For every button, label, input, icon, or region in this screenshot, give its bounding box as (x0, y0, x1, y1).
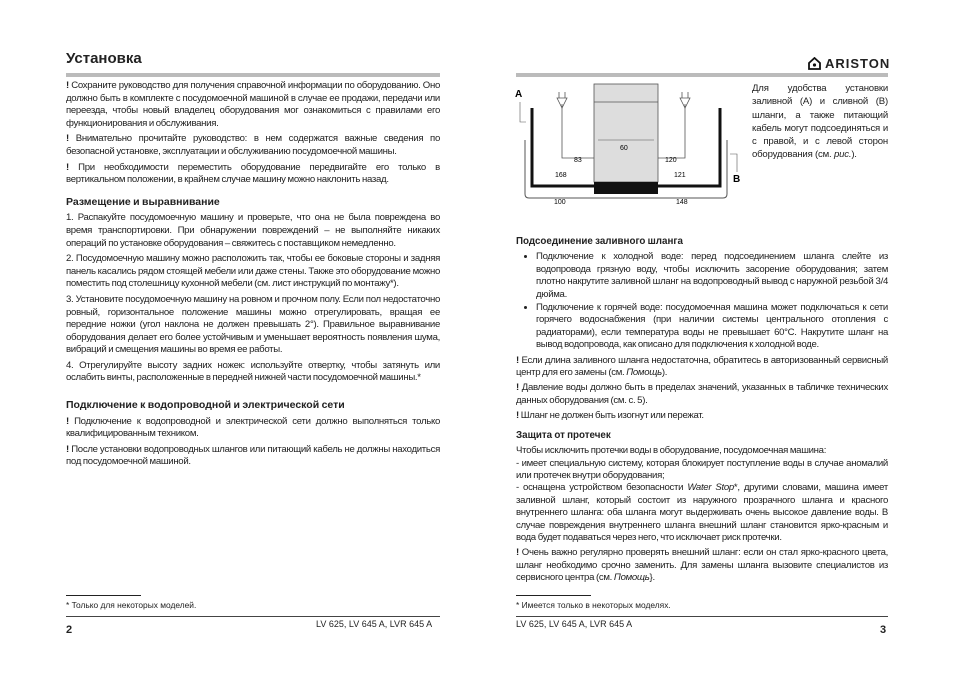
footnote: * Имеется только в некоторых моделях. (516, 600, 671, 610)
house-icon (808, 57, 821, 70)
list-item: • Подключение к горячей воде: посудомоечная машина может подключаться к сети горячего водоснабжения (при наличии системы центрального отопления с радиаторами), если температура воды не превышает 60°C. Накрутите шланг на вывод водопровода, как описано для подключения к холодной воде. (536, 302, 888, 352)
footer-models: LV 625, LV 645 A, LVR 645 A (316, 619, 433, 629)
note: ! Если длина заливного шланга недостаточна, обратитесь в авторизованный сервисный центр для его замены (см. Помощь). (516, 354, 888, 379)
page-title: Установка (66, 50, 142, 67)
dim-60: 60 (620, 145, 628, 152)
footer-rule (66, 616, 440, 617)
intro-note: ! Сохраните руководство для получения справочной информации по оборудованию. Оно должно быть в комплекте с посудомоечной машиной в случае ее продажи, передачи или переезда, чтобы новый владелец оборудования мог ознакомиться с правилами его функционирования и обслуживания. (66, 80, 440, 129)
ariston-logo: ARISTON (808, 56, 890, 71)
section-heading: Защита от протечек (516, 429, 611, 441)
note: ! После установки водопроводных шлангов или питающий кабель не должны находиться под посудомоечной машиной. (66, 443, 440, 468)
step: 2. Посудомоечную машину можно расположить так, чтобы ее боковые стороны и задняя панель касались рядом стоящей мебели или даже стены. Также это оборудование можно поместить под столешницу кухонной мебели (см. лист инструкций по монтажу*). (66, 253, 440, 290)
dim-83: 83 (574, 157, 582, 164)
intro-note: ! Внимательно прочитайте руководство: в нем содержатся важные сведения по безопасной установке, эксплуатации и обслуживанию посудомоечной машины. (66, 133, 440, 157)
diagram-caption: Для удобства установки заливной (А) и сливной (В) шланги, а также питающий кабель могут подсоединяться и с правой, и с левой сторон оборудования (см. рис.). (752, 83, 888, 161)
step: 4. Отрегулируйте высоту задних ножек: используйте отвертку, чтобы затянуть или ослабить винты, расположенные в передней нижней части посудомоечной машины.* (66, 359, 440, 384)
right-page-body (516, 232, 888, 588)
leak-text: Чтобы исключить протечки воды в оборудование, посудомоечная машина: - имеет специальную систему, которая блокирует поступление воды в случае аномалий или протечек внутри оборудования; - оснащена устройством безопасности Water Stop*, другими словами, машина имеет заливной шланг, который состоит из наружного прозрачного шланга и красного внутреннего шланга: оба шланга могут выдерживать очень высокое давление воды. В случае повреждения внутреннего шланга внешний шланг становится ярко-красным и вода будет подаваться через него, что исключает риск протечки. (516, 445, 888, 543)
footnote: * Только для некоторых моделей. (66, 600, 197, 610)
note: ! Очень важно регулярно проверять внешний шланг: если он стал ярко-красного цвета, шланг необходимо срочно заменить. Для замены шланга вызовите специалистов из сервисного центра (см. Помощь}. (516, 547, 888, 584)
note: ! Подключение к водопроводной и электрической сети должно выполняться только квалифицированным техником. (66, 415, 440, 440)
header-rule (516, 73, 888, 77)
header-rule (66, 73, 440, 77)
section-heading: Размещение и выравнивание (66, 195, 220, 208)
left-page-body (66, 80, 440, 472)
dim-168: 168 (555, 172, 567, 179)
note: ! Давление воды должно быть в пределах значений, указанных в табличке технических данных оборудования (см. с. 5). (516, 382, 888, 406)
dim-120: 120 (665, 157, 677, 164)
inlet-bullets (516, 251, 888, 351)
page-number: 3 (880, 624, 887, 636)
intro-note: ! При необходимости переместить оборудование передвигайте его только в вертикальном положении, в крайнем случае машину можно наклонить назад. (66, 161, 440, 186)
footer-rule (516, 616, 888, 617)
dim-100: 100 (554, 199, 566, 206)
footer-models: LV 625, LV 645 A, LVR 645 A (516, 619, 633, 629)
section-heading: Подключение к водопроводной и электрической сети (66, 399, 345, 412)
label-b: B (733, 174, 741, 185)
section-heading: Подсоединение заливного шланга (516, 236, 683, 247)
footnote-rule (516, 595, 591, 596)
label-a: A (515, 89, 523, 100)
footnote-rule (66, 595, 141, 596)
page-number: 2 (66, 624, 73, 636)
step: 1. Распакуйте посудомоечную машину и проверьте, что она не была повреждена во время транспортировки. При обнаружении повреждений – не выполняйте никаких операций по установке оборудования – свяжитесь с поставщиком немедленно. (66, 212, 440, 249)
list-item: • Подключение к холодной воде: перед подсоединением шланга слейте из водопровода грязную воду, чтобы исключить засорение оборудования; затем плотно накрутите заливной шланг на водопроводный вывод с наружной резьбой 3/4 дюйма. (536, 251, 888, 301)
step: 3. Установите посудомоечную машину на ровном и прочном полу. Если пол недостаточно ровный, горизонтальное положение машины можно отрегулировать, вращая ее передние ножки (угол наклона не должен превышать 2°). Правильное выравнивание оборудования делает его более устойчивым и уменьшает вероятность появления шума, вибраций и смещения машины во время ее работы. (66, 293, 440, 356)
dim-121: 121 (674, 172, 686, 179)
dim-148: 148 (676, 199, 688, 206)
hose-diagram (512, 82, 748, 206)
note: ! Шланг не должен быть изогнут или пережат. (516, 410, 704, 422)
